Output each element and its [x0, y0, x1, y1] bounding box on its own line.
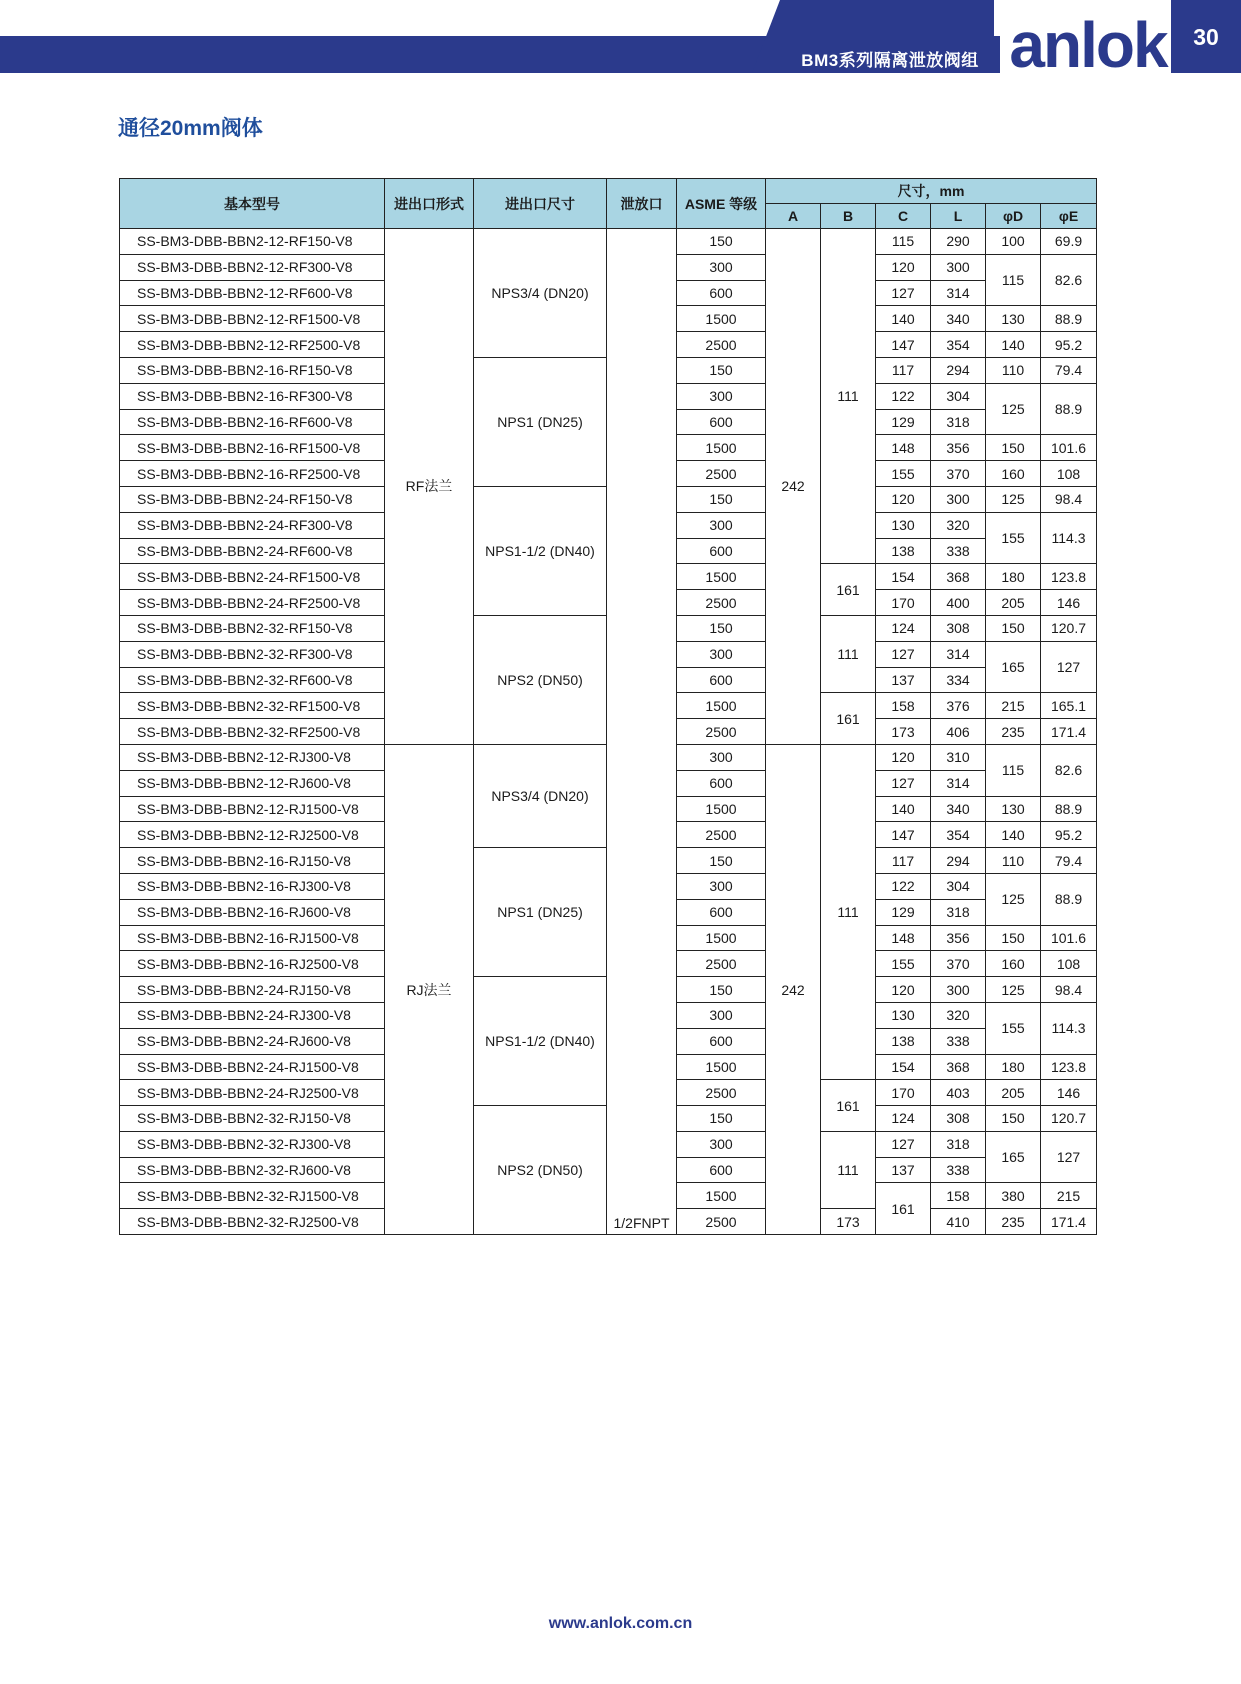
col-header-vent: 泄放口: [607, 179, 677, 229]
dim-d-cell: 110: [986, 357, 1041, 383]
model-cell: SS-BM3-DBB-BBN2-32-RJ2500-V8: [120, 1209, 385, 1235]
dim-l-cell: 310: [931, 744, 986, 770]
table-body: [120, 229, 1097, 1235]
dim-e-cell: 79.4: [1041, 357, 1097, 383]
model-cell: SS-BM3-DBB-BBN2-32-RF2500-V8: [120, 719, 385, 745]
dim-c-cell: 154: [876, 564, 931, 590]
model-cell: SS-BM3-DBB-BBN2-12-RF600-V8: [120, 280, 385, 306]
dim-c-cell: 140: [876, 796, 931, 822]
dim-l-cell: 314: [931, 280, 986, 306]
dim-d-cell: 215: [1041, 1183, 1097, 1209]
asme-cell: 600: [677, 667, 766, 693]
dim-c-cell: 122: [876, 873, 931, 899]
asme-cell: 1500: [677, 925, 766, 951]
section-title: 通径20mm阀体: [118, 117, 263, 140]
col-header-a: A: [766, 204, 821, 229]
dim-l-cell: 370: [931, 461, 986, 487]
dim-b-cell: 161: [821, 1080, 876, 1132]
asme-cell: 2500: [677, 332, 766, 358]
model-cell: SS-BM3-DBB-BBN2-32-RJ300-V8: [120, 1131, 385, 1157]
port-size-cell: NPS2 (DN50): [474, 615, 607, 744]
dim-d-cell: 140: [986, 822, 1041, 848]
dim-l-cell: 380: [986, 1183, 1041, 1209]
dim-a-cell: 242: [766, 744, 821, 1234]
dim-l-cell: 340: [931, 796, 986, 822]
dim-c-cell: 170: [876, 590, 931, 616]
dim-l-cell: 403: [931, 1080, 986, 1106]
asme-cell: 150: [677, 357, 766, 383]
asme-cell: 1500: [677, 1183, 766, 1209]
dim-a-cell: 242: [766, 229, 821, 745]
asme-cell: 1500: [677, 306, 766, 332]
col-header-asme: ASME 等级: [677, 179, 766, 229]
model-cell: SS-BM3-DBB-BBN2-24-RF1500-V8: [120, 564, 385, 590]
dim-l-cell: 338: [931, 1157, 986, 1183]
dim-d-cell: 160: [986, 951, 1041, 977]
dim-d-cell: 150: [986, 435, 1041, 461]
asme-cell: 600: [677, 538, 766, 564]
model-cell: SS-BM3-DBB-BBN2-16-RJ600-V8: [120, 899, 385, 925]
dim-c-cell: 127: [876, 641, 931, 667]
dim-c-cell: 170: [876, 1080, 931, 1106]
dim-l-cell: 290: [931, 229, 986, 255]
dim-l-cell: 318: [931, 1131, 986, 1157]
dim-c-cell: 130: [876, 512, 931, 538]
dim-e-cell: 108: [1041, 461, 1097, 487]
dim-l-cell: 334: [931, 667, 986, 693]
model-cell: SS-BM3-DBB-BBN2-32-RF1500-V8: [120, 693, 385, 719]
dim-d-cell: 115: [986, 254, 1041, 306]
asme-cell: 150: [677, 486, 766, 512]
dim-e-cell: 114.3: [1041, 1002, 1097, 1054]
footer-website: www.anlok.com.cn: [548, 1615, 693, 1632]
model-cell: SS-BM3-DBB-BBN2-16-RF2500-V8: [120, 461, 385, 487]
dim-l-cell: 320: [931, 512, 986, 538]
dim-l-cell: 314: [931, 770, 986, 796]
model-cell: SS-BM3-DBB-BBN2-24-RF2500-V8: [120, 590, 385, 616]
asme-cell: 600: [677, 1028, 766, 1054]
dim-e-cell: 101.6: [1041, 925, 1097, 951]
dim-c-cell: 147: [876, 822, 931, 848]
dim-e-cell: 127: [1041, 641, 1097, 693]
port-form-cell: RF法兰: [385, 229, 474, 745]
dim-c-cell: 155: [876, 461, 931, 487]
dim-l-cell: 340: [931, 306, 986, 332]
dim-c-cell: 173: [821, 1209, 876, 1235]
asme-cell: 300: [677, 254, 766, 280]
dim-c-cell: 137: [876, 1157, 931, 1183]
asme-cell: 2500: [677, 1080, 766, 1106]
dim-c-cell: 154: [876, 1054, 931, 1080]
asme-cell: 300: [677, 873, 766, 899]
dim-d-cell: 165: [986, 1131, 1041, 1183]
dim-l-cell: 314: [931, 641, 986, 667]
asme-cell: 600: [677, 409, 766, 435]
dim-d-cell: 205: [986, 1080, 1041, 1106]
dim-c-cell: 117: [876, 848, 931, 874]
dim-l-cell: 300: [931, 254, 986, 280]
model-cell: SS-BM3-DBB-BBN2-24-RF600-V8: [120, 538, 385, 564]
asme-cell: 2500: [677, 590, 766, 616]
dim-c-cell: 173: [876, 719, 931, 745]
dim-l-cell: 304: [931, 873, 986, 899]
dim-d-cell: 235: [986, 719, 1041, 745]
dim-b-cell: 111: [821, 615, 876, 692]
dim-l-cell: 356: [931, 925, 986, 951]
model-cell: SS-BM3-DBB-BBN2-16-RF300-V8: [120, 383, 385, 409]
asme-cell: 2500: [677, 1209, 766, 1235]
port-size-cell: NPS1-1/2 (DN40): [474, 977, 607, 1106]
dim-l-cell: 294: [931, 357, 986, 383]
dim-e-cell: 82.6: [1041, 254, 1097, 306]
col-header-model: 基本型号: [120, 179, 385, 229]
dim-b-cell: 161: [821, 693, 876, 745]
dim-c-cell: 127: [876, 770, 931, 796]
model-cell: SS-BM3-DBB-BBN2-32-RJ150-V8: [120, 1106, 385, 1132]
spec-table: [119, 178, 1097, 1235]
dim-l-cell: 338: [931, 538, 986, 564]
dim-e-cell: 88.9: [1041, 306, 1097, 332]
asme-cell: 600: [677, 1157, 766, 1183]
dim-c-cell: 122: [876, 383, 931, 409]
asme-cell: 300: [677, 1002, 766, 1028]
dim-e-cell: 108: [1041, 951, 1097, 977]
dim-e-cell: 120.7: [1041, 1106, 1097, 1132]
model-cell: SS-BM3-DBB-BBN2-24-RF150-V8: [120, 486, 385, 512]
dim-e-cell: 82.6: [1041, 744, 1097, 796]
dim-d-cell: 150: [986, 615, 1041, 641]
dim-e-cell: 146: [1041, 590, 1097, 616]
dim-e-cell: 127: [1041, 1131, 1097, 1183]
port-size-cell: NPS3/4 (DN20): [474, 229, 607, 358]
dim-c-cell: 147: [876, 332, 931, 358]
dim-l-cell: 320: [931, 1002, 986, 1028]
asme-cell: 1500: [677, 435, 766, 461]
dim-e-cell: 146: [1041, 1080, 1097, 1106]
model-cell: SS-BM3-DBB-BBN2-12-RF300-V8: [120, 254, 385, 280]
asme-cell: 150: [677, 1106, 766, 1132]
asme-cell: 300: [677, 512, 766, 538]
model-cell: SS-BM3-DBB-BBN2-16-RF150-V8: [120, 357, 385, 383]
table-header: [120, 179, 1097, 229]
model-cell: SS-BM3-DBB-BBN2-12-RJ2500-V8: [120, 822, 385, 848]
dim-e-cell: 101.6: [1041, 435, 1097, 461]
dim-l-cell: 300: [931, 977, 986, 1003]
dim-c-cell: 120: [876, 977, 931, 1003]
dim-l-cell: 400: [931, 590, 986, 616]
col-header-c: C: [876, 204, 931, 229]
dim-l-cell: 308: [931, 615, 986, 641]
dim-c-cell: 158: [876, 693, 931, 719]
dim-e-cell: 88.9: [1041, 796, 1097, 822]
model-cell: SS-BM3-DBB-BBN2-12-RJ600-V8: [120, 770, 385, 796]
dim-d-cell: 150: [986, 925, 1041, 951]
dim-d-cell: 180: [986, 1054, 1041, 1080]
dim-d-cell: 125: [986, 486, 1041, 512]
dim-e-cell: 114.3: [1041, 512, 1097, 564]
dim-l-cell: 338: [931, 1028, 986, 1054]
dim-d-cell: 125: [986, 977, 1041, 1003]
col-header-l: L: [931, 204, 986, 229]
port-size-cell: NPS1 (DN25): [474, 848, 607, 977]
model-cell: SS-BM3-DBB-BBN2-16-RJ2500-V8: [120, 951, 385, 977]
asme-cell: 150: [677, 615, 766, 641]
model-cell: SS-BM3-DBB-BBN2-32-RJ600-V8: [120, 1157, 385, 1183]
asme-cell: 150: [677, 229, 766, 255]
dim-d-cell: 130: [986, 796, 1041, 822]
dim-e-cell: 123.8: [1041, 1054, 1097, 1080]
dim-d-cell: 155: [986, 1002, 1041, 1054]
dim-d-cell: 115: [986, 744, 1041, 796]
dim-e-cell: 98.4: [1041, 486, 1097, 512]
model-cell: SS-BM3-DBB-BBN2-24-RJ300-V8: [120, 1002, 385, 1028]
dim-b-cell: 111: [821, 744, 876, 1079]
col-header-d: φD: [986, 204, 1041, 229]
dim-d-cell: 165: [986, 641, 1041, 693]
dim-b-cell: 111: [821, 229, 876, 564]
dim-d-cell: 125: [986, 383, 1041, 435]
asme-cell: 2500: [677, 822, 766, 848]
dim-l-cell: 406: [931, 719, 986, 745]
dim-e-cell: 120.7: [1041, 615, 1097, 641]
dim-e-cell: 98.4: [1041, 977, 1097, 1003]
dim-l-cell: 370: [931, 951, 986, 977]
dim-d-cell: 235: [986, 1209, 1041, 1235]
model-cell: SS-BM3-DBB-BBN2-16-RF1500-V8: [120, 435, 385, 461]
port-size-cell: NPS3/4 (DN20): [474, 744, 607, 847]
dim-b-cell: 111: [821, 1131, 876, 1208]
vent-cell: 1/2FNPT: [607, 229, 677, 1235]
dim-c-cell: 148: [876, 435, 931, 461]
dim-c-cell: 158: [931, 1183, 986, 1209]
dim-l-cell: 318: [931, 409, 986, 435]
dim-d-cell: 215: [986, 693, 1041, 719]
dim-e-cell: 171.4: [1041, 1209, 1097, 1235]
dim-l-cell: 308: [931, 1106, 986, 1132]
dim-c-cell: 155: [876, 951, 931, 977]
dim-l-cell: 368: [931, 1054, 986, 1080]
model-cell: SS-BM3-DBB-BBN2-24-RJ600-V8: [120, 1028, 385, 1054]
model-cell: SS-BM3-DBB-BBN2-12-RF1500-V8: [120, 306, 385, 332]
dim-c-cell: 130: [876, 1002, 931, 1028]
asme-cell: 300: [677, 1131, 766, 1157]
asme-cell: 600: [677, 770, 766, 796]
model-cell: SS-BM3-DBB-BBN2-32-RF150-V8: [120, 615, 385, 641]
asme-cell: 2500: [677, 951, 766, 977]
asme-cell: 600: [677, 280, 766, 306]
dim-d-cell: 140: [986, 332, 1041, 358]
dim-c-cell: 148: [876, 925, 931, 951]
dim-l-cell: 354: [931, 822, 986, 848]
port-size-cell: NPS1 (DN25): [474, 357, 607, 486]
dim-l-cell: 294: [931, 848, 986, 874]
asme-cell: 1500: [677, 564, 766, 590]
dim-c-cell: 140: [876, 306, 931, 332]
dim-l-cell: 304: [931, 383, 986, 409]
model-cell: SS-BM3-DBB-BBN2-12-RF150-V8: [120, 229, 385, 255]
dim-l-cell: 356: [931, 435, 986, 461]
series-title: BM3系列隔离泄放阀组: [801, 51, 979, 70]
dim-c-cell: 120: [876, 254, 931, 280]
model-cell: SS-BM3-DBB-BBN2-32-RJ1500-V8: [120, 1183, 385, 1209]
asme-cell: 300: [677, 744, 766, 770]
dim-l-cell: 376: [931, 693, 986, 719]
dim-d-cell: 130: [986, 306, 1041, 332]
dim-d-cell: 205: [986, 590, 1041, 616]
dim-e-cell: 88.9: [1041, 383, 1097, 435]
model-cell: SS-BM3-DBB-BBN2-12-RF2500-V8: [120, 332, 385, 358]
dim-e-cell: 165.1: [1041, 693, 1097, 719]
port-size-cell: NPS2 (DN50): [474, 1106, 607, 1235]
model-cell: SS-BM3-DBB-BBN2-16-RJ1500-V8: [120, 925, 385, 951]
dim-l-cell: 368: [931, 564, 986, 590]
dim-c-cell: 137: [876, 667, 931, 693]
model-cell: SS-BM3-DBB-BBN2-32-RF600-V8: [120, 667, 385, 693]
dim-c-cell: 127: [876, 280, 931, 306]
asme-cell: 150: [677, 977, 766, 1003]
asme-cell: 1500: [677, 693, 766, 719]
model-cell: SS-BM3-DBB-BBN2-24-RJ1500-V8: [120, 1054, 385, 1080]
asme-cell: 150: [677, 848, 766, 874]
dim-c-cell: 138: [876, 1028, 931, 1054]
dim-b-cell: 161: [821, 564, 876, 616]
dim-e-cell: 88.9: [1041, 873, 1097, 925]
col-header-dims: 尺寸，mm: [766, 179, 1097, 204]
dim-l-cell: 410: [931, 1209, 986, 1235]
asme-cell: 1500: [677, 796, 766, 822]
model-cell: SS-BM3-DBB-BBN2-24-RJ2500-V8: [120, 1080, 385, 1106]
col-header-port-form: 进出口形式: [385, 179, 474, 229]
dim-d-cell: 100: [986, 229, 1041, 255]
dim-c-cell: 138: [876, 538, 931, 564]
dim-d-cell: 150: [986, 1106, 1041, 1132]
dim-e-cell: 69.9: [1041, 229, 1097, 255]
asme-cell: 2500: [677, 719, 766, 745]
dim-c-cell: 115: [876, 229, 931, 255]
dim-l-cell: 300: [931, 486, 986, 512]
dim-c-cell: 120: [876, 486, 931, 512]
model-cell: SS-BM3-DBB-BBN2-24-RF300-V8: [120, 512, 385, 538]
dim-b-cell: 161: [876, 1183, 931, 1235]
table-row: [120, 229, 1097, 255]
asme-cell: 1500: [677, 1054, 766, 1080]
dim-d-cell: 125: [986, 873, 1041, 925]
asme-cell: 300: [677, 383, 766, 409]
model-cell: SS-BM3-DBB-BBN2-16-RJ300-V8: [120, 873, 385, 899]
port-form-cell: RJ法兰: [385, 744, 474, 1234]
dim-c-cell: 129: [876, 899, 931, 925]
dim-l-cell: 354: [931, 332, 986, 358]
page-number: 30: [1171, 0, 1241, 73]
model-cell: SS-BM3-DBB-BBN2-16-RF600-V8: [120, 409, 385, 435]
asme-cell: 2500: [677, 461, 766, 487]
dim-c-cell: 117: [876, 357, 931, 383]
dim-e-cell: 171.4: [1041, 719, 1097, 745]
model-cell: SS-BM3-DBB-BBN2-16-RJ150-V8: [120, 848, 385, 874]
dim-c-cell: 129: [876, 409, 931, 435]
model-cell: SS-BM3-DBB-BBN2-32-RF300-V8: [120, 641, 385, 667]
dim-e-cell: 95.2: [1041, 822, 1097, 848]
col-header-b: B: [821, 204, 876, 229]
dim-e-cell: 79.4: [1041, 848, 1097, 874]
model-cell: SS-BM3-DBB-BBN2-12-RJ1500-V8: [120, 796, 385, 822]
dim-l-cell: 318: [931, 899, 986, 925]
dim-d-cell: 155: [986, 512, 1041, 564]
anlok-logo: anlok: [1009, 10, 1167, 80]
dim-c-cell: 120: [876, 744, 931, 770]
asme-cell: 300: [677, 641, 766, 667]
model-cell: SS-BM3-DBB-BBN2-24-RJ150-V8: [120, 977, 385, 1003]
model-cell: SS-BM3-DBB-BBN2-12-RJ300-V8: [120, 744, 385, 770]
dim-c-cell: 124: [876, 1106, 931, 1132]
port-size-cell: NPS1-1/2 (DN40): [474, 486, 607, 615]
dim-d-cell: 180: [986, 564, 1041, 590]
asme-cell: 600: [677, 899, 766, 925]
dim-d-cell: 110: [986, 848, 1041, 874]
col-header-port-size: 进出口尺寸: [474, 179, 607, 229]
dim-c-cell: 127: [876, 1131, 931, 1157]
dim-e-cell: 123.8: [1041, 564, 1097, 590]
col-header-e: φE: [1041, 204, 1097, 229]
dim-d-cell: 160: [986, 461, 1041, 487]
dim-e-cell: 95.2: [1041, 332, 1097, 358]
dim-c-cell: 124: [876, 615, 931, 641]
